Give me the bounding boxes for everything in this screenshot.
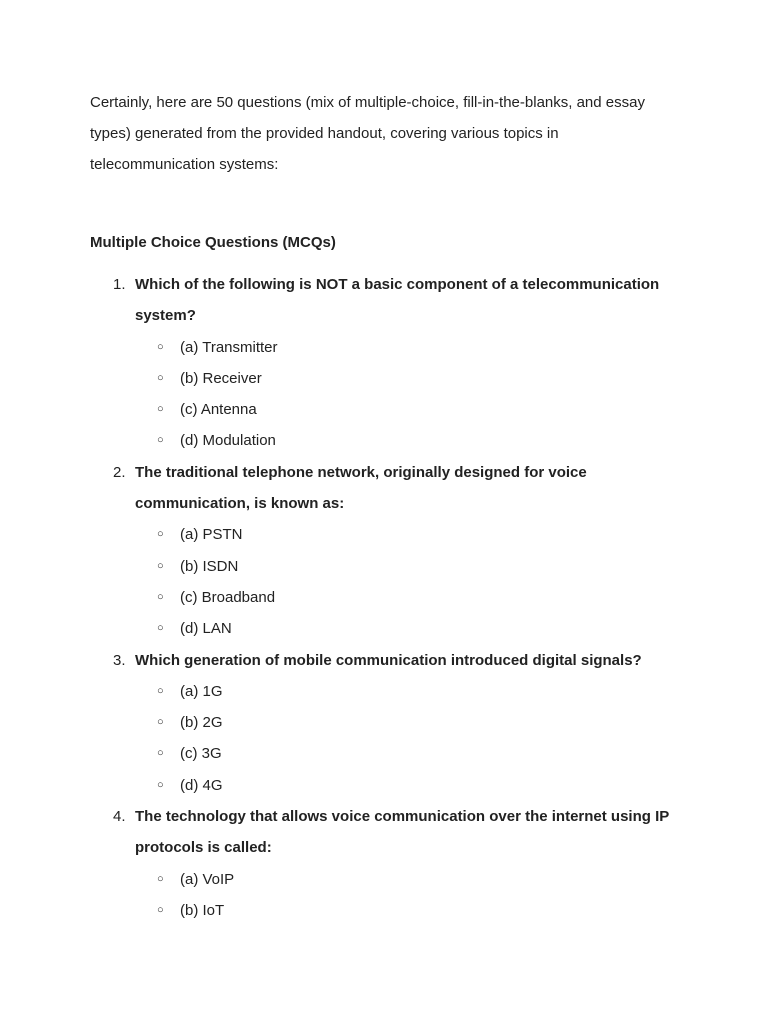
option-label: (c) Antenna [180, 401, 257, 419]
question-item [90, 457, 695, 645]
question-item [90, 801, 695, 926]
question-number: 3. [113, 651, 126, 669]
option-label: (c) 3G [180, 745, 222, 763]
option-label: (c) Broadband [180, 588, 276, 606]
option-item [135, 864, 695, 895]
option-label: (b) IoT [180, 901, 225, 919]
option-label: (d) Modulation [180, 432, 276, 450]
circle-bullet-icon: ○ [157, 903, 164, 916]
question-number: 1. [113, 276, 126, 293]
section-heading: Multiple Choice Questions (MCQs) [90, 234, 336, 251]
question-text: The traditional telephone network, originally designed for voice communication, is known as: [135, 463, 587, 513]
question-item [90, 645, 695, 801]
circle-bullet-icon: ○ [157, 622, 164, 635]
option-list [135, 332, 695, 457]
circle-bullet-icon: ○ [157, 340, 164, 353]
option-item [135, 613, 695, 644]
circle-bullet-icon: ○ [157, 716, 164, 729]
circle-bullet-icon: ○ [157, 434, 164, 447]
question-list [90, 269, 688, 926]
option-item [135, 519, 695, 550]
option-label: (a) PSTN [180, 526, 243, 544]
intro-paragraph: Certainly, here are 50 questions (mix of multiple-choice, fill-in-the-blanks, and essay types) generated from the provided handout, covering various topics in telecommunication systems: [90, 94, 645, 173]
option-list [135, 676, 695, 801]
option-label: (d) LAN [180, 620, 232, 638]
question-text: Which generation of mobile communication introduced digital signals? [135, 651, 642, 669]
circle-bullet-icon: ○ [157, 559, 164, 572]
circle-bullet-icon: ○ [157, 747, 164, 760]
question-text: The technology that allows voice communication over the internet using IP protocols is called: [135, 808, 669, 857]
option-item [135, 770, 695, 801]
option-item [135, 582, 695, 613]
option-item [135, 707, 695, 738]
question-item [90, 269, 695, 457]
option-label: (b) 2G [180, 714, 223, 732]
option-label: (b) Receiver [180, 369, 262, 387]
option-item [135, 425, 695, 456]
circle-bullet-icon: ○ [157, 371, 164, 384]
option-label: (b) ISDN [180, 557, 239, 575]
question-text: Which of the following is NOT a basic component of a telecommunication system? [135, 276, 660, 325]
option-label: (a) VoIP [180, 870, 235, 888]
question-number: 2. [113, 463, 126, 481]
option-item [135, 332, 695, 363]
option-item [135, 676, 695, 707]
option-label: (a) 1G [180, 682, 223, 700]
option-item [135, 738, 695, 769]
option-item [135, 394, 695, 425]
option-label: (d) 4G [180, 776, 223, 794]
question-number: 4. [113, 808, 126, 826]
option-item [135, 551, 695, 582]
circle-bullet-icon: ○ [157, 684, 164, 697]
option-list [135, 864, 695, 927]
option-item [135, 363, 695, 394]
circle-bullet-icon: ○ [157, 403, 164, 416]
option-label: (a) Transmitter [180, 338, 278, 356]
circle-bullet-icon: ○ [157, 590, 164, 603]
circle-bullet-icon: ○ [157, 872, 164, 885]
circle-bullet-icon: ○ [157, 778, 164, 791]
option-item [135, 895, 695, 926]
option-list [135, 519, 695, 644]
circle-bullet-icon: ○ [157, 528, 164, 541]
